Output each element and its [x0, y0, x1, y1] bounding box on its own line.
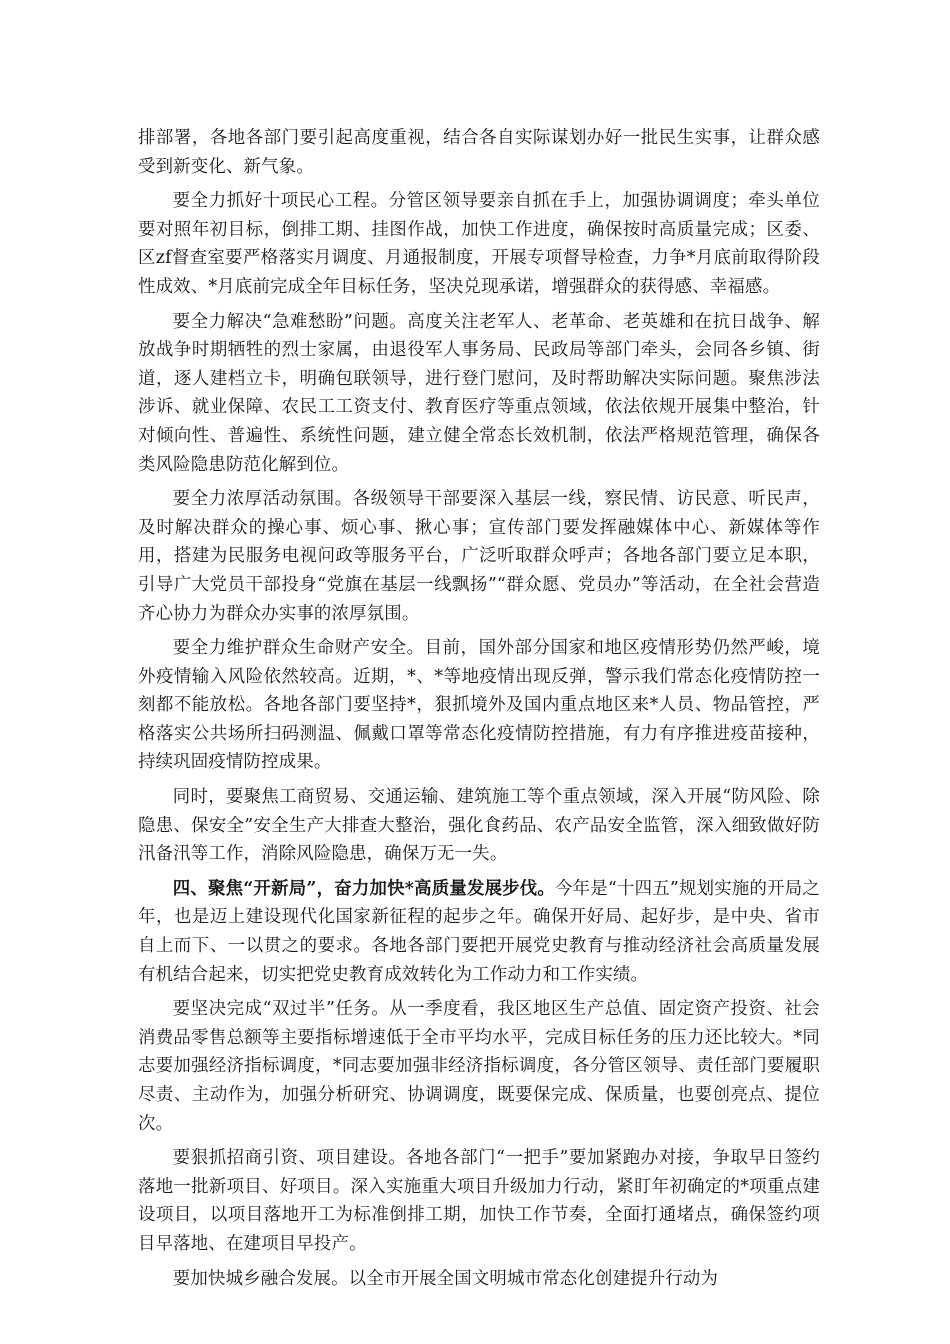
document-page: [138, 124, 820, 1299]
paragraph-text: 排部署，各地各部门要引起高度重视，结合各自实际谋划办好一批民生实事，让群众感受到新变化、新气象。: [138, 128, 820, 177]
paragraph-text: 要加快城乡融合发展。以全市开展全国文明城市常态化创建提升行动为: [172, 1268, 719, 1289]
paragraph-text: 要坚决完成“双过半”任务。从一季度看，我区地区生产总值、固定资产投资、社会消费品零售总额等主要指标增速低于全市平均水平，完成目标任务的压力还比较大。*同志要加强经济指标调度，*同志要加强非经济指标调度，各分管区领导、责任部门要履职尽责、主动作为，加强分析研究、协调调度，既要保完成、保质量，也要创亮点、提位次。: [138, 999, 820, 1134]
paragraph-3: [138, 308, 820, 480]
paragraph-6: [138, 783, 820, 869]
paragraph-4: [138, 485, 820, 628]
paragraph-5: [138, 634, 820, 777]
paragraph-text: 要全力维护群众生命财产安全。目前，国外部分国家和地区疫情形势仍然严峻，境外疫情输入风险依然较高。近期，*、*等地疫情出现反弹，警示我们常态化疫情防控一刻都不能放松。各地各部门要坚持*，狠抓境外及国内重点地区来*人员、物品管控，严格落实公共场所扫码测温、佩戴口罩等常态化疫情防控措施，有力有序推进疫苗接种，持续巩固疫情防控成果。: [138, 638, 820, 773]
paragraph-8: [138, 995, 820, 1138]
paragraph-10: [138, 1265, 820, 1294]
paragraph-2: [138, 187, 820, 301]
paragraph-text: 要全力解决“急难愁盼”问题。高度关注老军人、老革命、老英雄和在抗日战争、解放战争时期牺牲的烈士家属，由退役军人事务局、民政局等部门牵头，会同各乡镇、街道，逐人建档立卡，明确包联领导，进行登门慰问，及时帮助解决实际问题。聚焦涉法涉诉、就业保障、农民工工资支付、教育医疗等重点领域，依法依规开展集中整治，针对倾向性、普遍性、系统性问题，建立健全常态长效机制，依法严格规范管理，确保各类风险隐患防范化解到位。: [138, 311, 820, 475]
paragraph-text: 要狠抓招商引资、项目建设。各地各部门“一把手”要加紧跑办对接，争取早日签约落地一批新项目、好项目。深入实施重大项目升级加力行动，紧盯年初确定的*项重点建设项目，以项目落地开工为标准倒排工期，加快工作节奏，全面打通堵点，确保签约项目早落地、在建项目早投产。: [138, 1148, 820, 1254]
paragraph-text: 同时，要聚焦工商贸易、交通运输、建筑施工等个重点领域，深入开展“防风险、除隐患、保安全”安全生产大排查大整治，强化食药品、农产品安全监管，深入细致做好防汛备汛等工作，消除风险隐患，确保万无一失。: [138, 787, 820, 865]
paragraph-text: 要全力抓好十项民心工程。分管区领导要亲自抓在手上，加强协调调度；牵头单位要对照年初目标，倒排工期、挂图作战，加快工作进度，确保按时高质量完成；区委、区zf督查室要严格落实月调度、月通报制度，开展专项督导检查，力争*月底前取得阶段性成效、*月底前完成全年目标任务，坚决兑现承诺，增强群众的获得感、幸福感。: [138, 191, 820, 297]
paragraph-7: [138, 875, 820, 989]
paragraph-text: 要全力浓厚活动氛围。各级领导干部要深入基层一线，察民情、访民意、听民声，及时解决群众的操心事、烦心事、揪心事；宣传部门要发挥融媒体中心、新媒体等作用，搭建为民服务电视问政等服务平台，广泛听取群众呼声；各地各部门要立足本职，引导广大党员干部投身“党旗在基层一线飘扬”“群众愿、党员办”等活动，在全社会营造齐心协力为群众办实事的浓厚氛围。: [138, 489, 820, 624]
section-heading: 四、聚焦“开新局”，奋力加快*高质量发展步伐。: [172, 878, 556, 899]
paragraph-text: 今年是“十四五”规划实施的开局之年，也是迈上建设现代化国家新征程的起步之年。确保开好局、起好步，是中央、省市自上而下、一以贯之的要求。各地各部门要把开展党史教育与推动经济社会高质量发展有机结合起来，切实把党史教育成效转化为工作动力和工作实绩。: [138, 878, 821, 985]
paragraph-1: [138, 124, 820, 181]
paragraph-9: [138, 1144, 820, 1258]
